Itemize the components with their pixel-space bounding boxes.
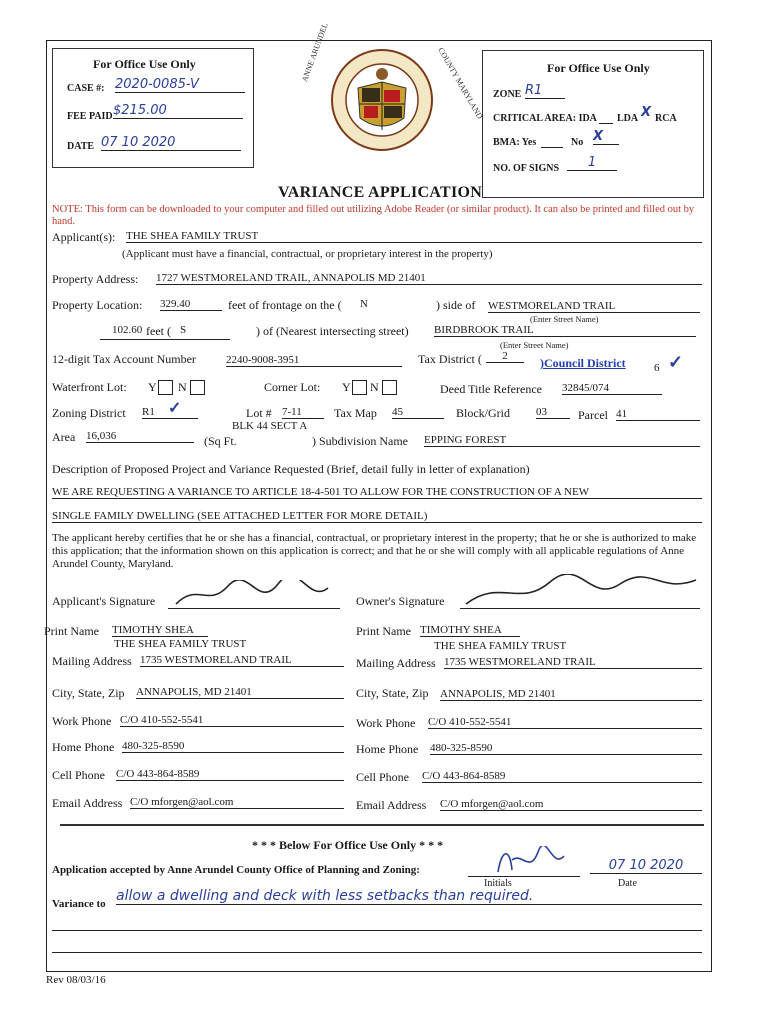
location-label: Property Location: bbox=[52, 298, 143, 312]
applicant-sub: (Applicant must have a financial, contractual, or proprietary interest in the property) bbox=[122, 248, 493, 260]
applicant-signature[interactable] bbox=[168, 580, 340, 609]
applicant-email-label: Email Address bbox=[52, 796, 123, 810]
nearest-label: ) of (Nearest intersecting street) bbox=[256, 324, 409, 338]
applicant-mailing-value[interactable]: 1735 WESTMORELAND TRAIL bbox=[140, 654, 344, 667]
deed-label: Deed Title Reference bbox=[440, 382, 542, 396]
frontage-dir[interactable]: N bbox=[360, 298, 368, 310]
tax-district-label: Tax District ( bbox=[418, 352, 482, 366]
owner-signature[interactable] bbox=[460, 574, 700, 609]
office-use-box-left bbox=[52, 48, 254, 168]
zoning-value[interactable]: R1 bbox=[142, 406, 198, 419]
rca-label: RCA bbox=[655, 113, 677, 124]
deed-value[interactable]: 32845/074 bbox=[562, 382, 662, 395]
applicant-label: Applicant(s): bbox=[52, 230, 116, 244]
waterfront-n-label: N bbox=[178, 380, 187, 394]
applicant-cell-label: Cell Phone bbox=[52, 768, 105, 782]
subdivision-label: ) Subdivision Name bbox=[312, 434, 408, 448]
block-value[interactable]: 03 bbox=[536, 406, 570, 419]
lot-value[interactable]: 7-11 bbox=[282, 406, 324, 419]
applicant-cell-value[interactable]: C/O 443-864-8589 bbox=[116, 768, 344, 781]
critical-label: CRITICAL AREA: IDA bbox=[493, 113, 597, 124]
applicant-mailing-label: Mailing Address bbox=[52, 654, 132, 668]
applicant-city-label: City, State, Zip bbox=[52, 686, 125, 700]
office-date-value[interactable]: 07 10 2020 bbox=[590, 858, 702, 874]
feet2-label: feet ( bbox=[146, 324, 171, 338]
owner-city-label: City, State, Zip bbox=[356, 686, 429, 700]
council-label: )Council District bbox=[540, 356, 626, 370]
initials-label: Initials bbox=[484, 878, 512, 889]
lot-label: Lot # bbox=[246, 406, 272, 420]
bma-no-label: No bbox=[571, 137, 584, 148]
revision-label: Rev 08/03/16 bbox=[46, 974, 106, 986]
corner-y-checkbox[interactable] bbox=[352, 380, 367, 395]
parcel-value[interactable]: 41 bbox=[616, 408, 700, 421]
applicant-work-label: Work Phone bbox=[52, 714, 112, 728]
seal-text-right: COUNTY MARYLAND bbox=[436, 46, 485, 121]
applicant-email-value[interactable]: C/O mforgen@aol.com bbox=[130, 796, 344, 809]
owner-city-value[interactable]: ANNAPOLIS, MD 21401 bbox=[440, 688, 702, 701]
owner-cell-value[interactable]: C/O 443-864-8589 bbox=[422, 770, 702, 783]
block-label: Block/Grid bbox=[456, 406, 510, 420]
signs-label: NO. OF SIGNS bbox=[493, 163, 560, 174]
feet2-dir[interactable]: S bbox=[180, 324, 187, 336]
case-label: CASE #: bbox=[67, 83, 105, 94]
council-check-icon: ✓ bbox=[668, 352, 684, 372]
tax-district-value[interactable]: 2 bbox=[486, 350, 524, 363]
fee-label: FEE PAID bbox=[67, 111, 113, 122]
lda-label: LDA bbox=[617, 113, 639, 124]
applicant-print-label: Print Name bbox=[44, 624, 99, 638]
sqft-label: (Sq Ft. bbox=[204, 434, 237, 448]
area-value[interactable]: 16,036 bbox=[86, 430, 194, 443]
zoning-check-icon: ✓ bbox=[168, 400, 182, 417]
waterfront-y-checkbox[interactable] bbox=[158, 380, 173, 395]
applicant-city-value[interactable]: ANNAPOLIS, MD 21401 bbox=[136, 686, 344, 699]
owner-print-value[interactable]: TIMOTHY SHEA bbox=[420, 624, 520, 637]
zone-label: ZONE bbox=[493, 89, 522, 100]
waterfront-label: Waterfront Lot: bbox=[52, 380, 127, 394]
critical-ida-line[interactable] bbox=[599, 113, 613, 124]
corner-y-label: Y bbox=[342, 380, 351, 394]
tax-account-value[interactable]: 2240-9008-3951 bbox=[226, 354, 402, 367]
location-feet[interactable]: 329.40 bbox=[160, 298, 222, 311]
below-office-heading: * * * Below For Office Use Only * * * bbox=[252, 838, 444, 852]
office-divider bbox=[60, 824, 704, 826]
applicant-home-label: Home Phone bbox=[52, 740, 115, 754]
subdivision-value[interactable]: EPPING FOREST bbox=[424, 434, 700, 447]
owner-cell-label: Cell Phone bbox=[356, 770, 409, 784]
owner-home-label: Home Phone bbox=[356, 742, 419, 756]
waterfront-y-label: Y bbox=[148, 380, 157, 394]
street-name[interactable]: WESTMORELAND TRAIL bbox=[488, 300, 700, 313]
area-label: Area bbox=[52, 430, 76, 444]
zone-value[interactable]: R1 bbox=[525, 83, 565, 99]
fee-value[interactable]: $215.00 bbox=[113, 103, 243, 119]
frontage-label: feet of frontage on the ( bbox=[228, 298, 342, 312]
parcel-label: Parcel bbox=[578, 408, 608, 422]
signs-value[interactable]: 1 bbox=[567, 155, 617, 171]
owner-email-label: Email Address bbox=[356, 798, 427, 812]
date-label: DATE bbox=[67, 141, 95, 152]
description-label: Description of Proposed Project and Variance Requested (Brief, detail fully in letter of explanation) bbox=[52, 462, 530, 476]
form-title: VARIANCE APPLICATION bbox=[278, 184, 483, 201]
description-line-1[interactable]: WE ARE REQUESTING A VARIANCE TO ARTICLE 18-4-501 TO ALLOW FOR THE CONSTRUCTION OF A NEW bbox=[52, 486, 702, 499]
lot-sub: BLK 44 SECT A bbox=[232, 420, 308, 432]
date-label-bottom: Date bbox=[618, 878, 637, 889]
owner-print-sub: THE SHEA FAMILY TRUST bbox=[434, 640, 567, 652]
owner-mailing-value[interactable]: 1735 WESTMORELAND TRAIL bbox=[444, 656, 702, 669]
corner-label: Corner Lot: bbox=[264, 380, 321, 394]
office-title-right: For Office Use Only bbox=[547, 61, 650, 75]
date-value[interactable]: 07 10 2020 bbox=[101, 135, 241, 151]
county-seal bbox=[330, 48, 434, 152]
description-line-2[interactable]: SINGLE FAMILY DWELLING (SEE ATTACHED LETTER FOR MORE DETAIL) bbox=[52, 510, 702, 523]
office-use-box-right bbox=[482, 50, 704, 198]
office-title-left: For Office Use Only bbox=[93, 57, 196, 71]
enter-street-hint: (Enter Street Name) bbox=[530, 314, 599, 324]
property-address-value[interactable]: 1727 WESTMORELAND TRAIL, ANNAPOLIS MD 21401 bbox=[156, 272, 702, 285]
applicant-print-value[interactable]: TIMOTHY SHEA bbox=[112, 624, 208, 637]
owner-home-value[interactable]: 480-325-8590 bbox=[430, 742, 702, 755]
nearest-value[interactable]: BIRDBROOK TRAIL bbox=[434, 324, 696, 337]
side-of-label: ) side of bbox=[436, 298, 476, 312]
zoning-label: Zoning District bbox=[52, 406, 126, 420]
applicant-signature-label: Applicant's Signature bbox=[52, 594, 156, 608]
property-address-label: Property Address: bbox=[52, 272, 139, 286]
feet2-value[interactable]: 102.60 bbox=[112, 324, 143, 336]
applicant-value[interactable]: THE SHEA FAMILY TRUST bbox=[126, 230, 702, 243]
waterfront-n-checkbox[interactable] bbox=[190, 380, 205, 395]
corner-n-checkbox[interactable] bbox=[382, 380, 397, 395]
certification-text: The applicant hereby certifies that he or she has a financial, contractual, or proprietary interest in the property; that he or she is authorized to make this application; that the information shown on this application is correct; and that he or she will comply with all applicable regulations of Anne Arundel County, Maryland. bbox=[52, 532, 697, 570]
owner-work-label: Work Phone bbox=[356, 716, 416, 730]
applicant-home-value[interactable]: 480-325-8590 bbox=[122, 740, 344, 753]
taxmap-label: Tax Map bbox=[334, 406, 377, 420]
enter-street-hint-2: (Enter Street Name) bbox=[500, 340, 569, 350]
bma-no-mark[interactable]: X bbox=[593, 129, 619, 145]
bma-label: BMA: Yes bbox=[493, 137, 537, 148]
variance-line-2 bbox=[52, 930, 702, 931]
variance-line-3 bbox=[52, 952, 702, 953]
owner-print-label: Print Name bbox=[356, 624, 411, 638]
bma-yes-line[interactable] bbox=[541, 137, 563, 148]
feet2-underline bbox=[100, 339, 230, 340]
case-value[interactable]: 2020-0085-V bbox=[115, 77, 245, 93]
tax-account-label: 12-digit Tax Account Number bbox=[52, 352, 196, 366]
accepted-label: Application accepted by Anne Arundel County Office of Planning and Zoning: bbox=[52, 864, 420, 876]
applicant-print-sub: THE SHEA FAMILY TRUST bbox=[114, 638, 247, 650]
owner-signature-label: Owner's Signature bbox=[356, 594, 445, 608]
owner-email-value[interactable]: C/O mforgen@aol.com bbox=[440, 798, 702, 811]
seal-text-top: ANNE ARUNDEL bbox=[300, 21, 330, 84]
lda-mark[interactable]: X bbox=[641, 105, 652, 120]
corner-n-label: N bbox=[370, 380, 379, 394]
taxmap-value[interactable]: 45 bbox=[392, 406, 444, 419]
initials-signature[interactable] bbox=[468, 846, 580, 877]
owner-mailing-label: Mailing Address bbox=[356, 656, 436, 670]
form-note: NOTE: This form can be downloaded to your computer and filled out utilizing Adobe Reader (or similar product). It can also be printed and filled out by hand. bbox=[52, 204, 695, 227]
council-value[interactable]: 6 bbox=[654, 362, 660, 374]
applicant-work-value[interactable]: C/O 410-552-5541 bbox=[120, 714, 344, 727]
owner-work-value[interactable]: C/O 410-552-5541 bbox=[428, 716, 702, 729]
variance-label: Variance to bbox=[52, 898, 106, 910]
variance-value[interactable]: allow a dwelling and deck with less setbacks than required. bbox=[116, 888, 702, 905]
